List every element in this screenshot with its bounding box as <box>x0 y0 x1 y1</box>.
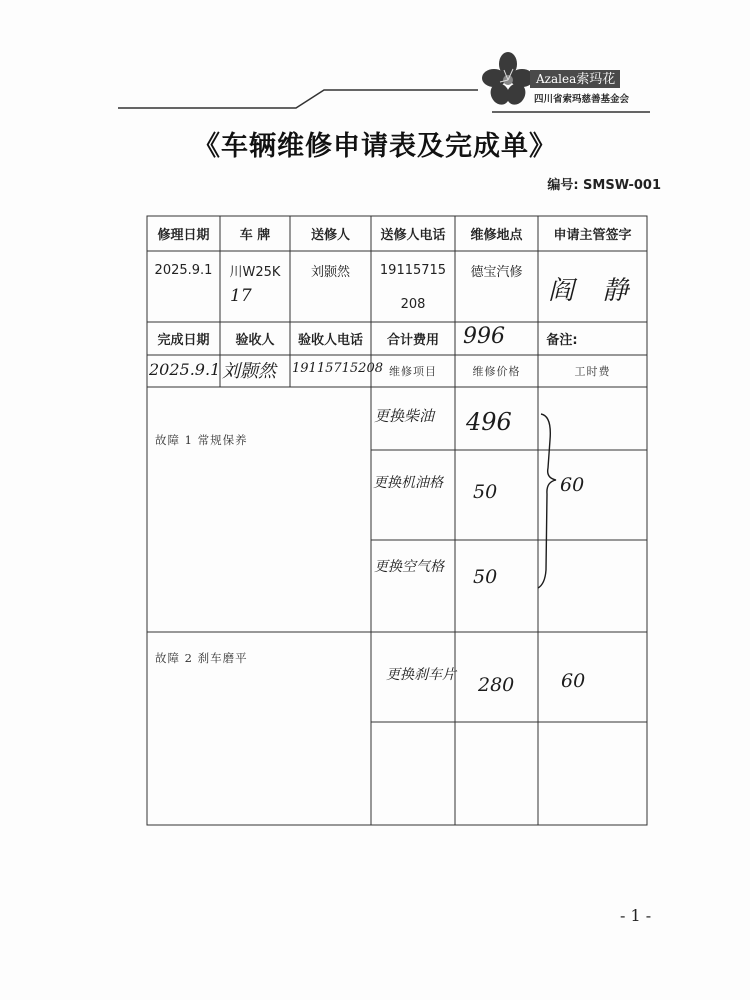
fault-1-item-2: 更换机油格 <box>373 475 443 491</box>
header-sender: 送修人 <box>310 228 350 243</box>
repair-date: 2025.9.1 <box>154 262 213 278</box>
fault-1-price-2: 50 <box>473 481 498 503</box>
sender-phone-line1: 19115715 <box>379 262 447 278</box>
header-plate: 车 牌 <box>239 228 271 243</box>
acceptor-phone: 19115715208 <box>292 361 383 376</box>
sender-name: 刘颢然 <box>310 264 350 280</box>
document-number: 编号: SMSW-001 <box>547 178 661 193</box>
labor-brace <box>538 414 556 588</box>
header-completion-date: 完成日期 <box>157 333 210 348</box>
header-location: 维修地点 <box>470 228 523 243</box>
fault-1-price-3: 50 <box>473 566 498 588</box>
header-acceptor-phone: 验收人电话 <box>297 333 363 348</box>
header-remarks: 备注: <box>546 333 578 348</box>
header-repair-price: 维修价格 <box>472 365 521 378</box>
plate-line2: 17 <box>230 286 252 306</box>
repair-location: 德宝汽修 <box>470 264 523 280</box>
fault-1-price-1: 496 <box>466 408 512 436</box>
total-cost-value: 996 <box>463 324 505 349</box>
plate-line1: 川W25K <box>229 264 281 280</box>
header-supervisor-sign: 申请主管签字 <box>553 228 632 243</box>
fault-2-item-1: 更换刹车片 <box>386 667 456 683</box>
page-number: - 1 - <box>620 906 652 925</box>
header-sender-phone: 送修人电话 <box>380 228 446 243</box>
page-title: 《车辆维修申请表及完成单》 <box>193 131 557 162</box>
fault-2-label: 故障 2 刹车磨平 <box>155 651 248 665</box>
header-repair-date: 修理日期 <box>157 228 210 243</box>
sender-phone-line2: 208 <box>400 296 426 312</box>
fault-1-labor: 60 <box>560 474 585 496</box>
supervisor-signature: 阎 静 <box>548 276 639 306</box>
fault-2-price-1: 280 <box>478 674 515 696</box>
logo-organization: 四川省索玛慈善基金会 <box>534 94 630 105</box>
header-total-cost: 合计费用 <box>386 333 439 348</box>
header-repair-item: 维修项目 <box>389 365 437 378</box>
fault-1-item-3: 更换空气格 <box>374 559 444 575</box>
acceptor-name: 刘颢然 <box>222 361 276 382</box>
header-labor-fee: 工时费 <box>574 365 611 378</box>
completion-date: 2025.9.1 <box>149 360 221 379</box>
fault-1-label: 故障 1 常规保养 <box>155 433 248 447</box>
fault-1-item-1: 更换柴油 <box>374 407 435 425</box>
header-acceptor: 验收人 <box>235 333 275 348</box>
fault-2-labor: 60 <box>561 670 586 692</box>
logo-brand: Azalea索玛花 <box>530 70 620 88</box>
